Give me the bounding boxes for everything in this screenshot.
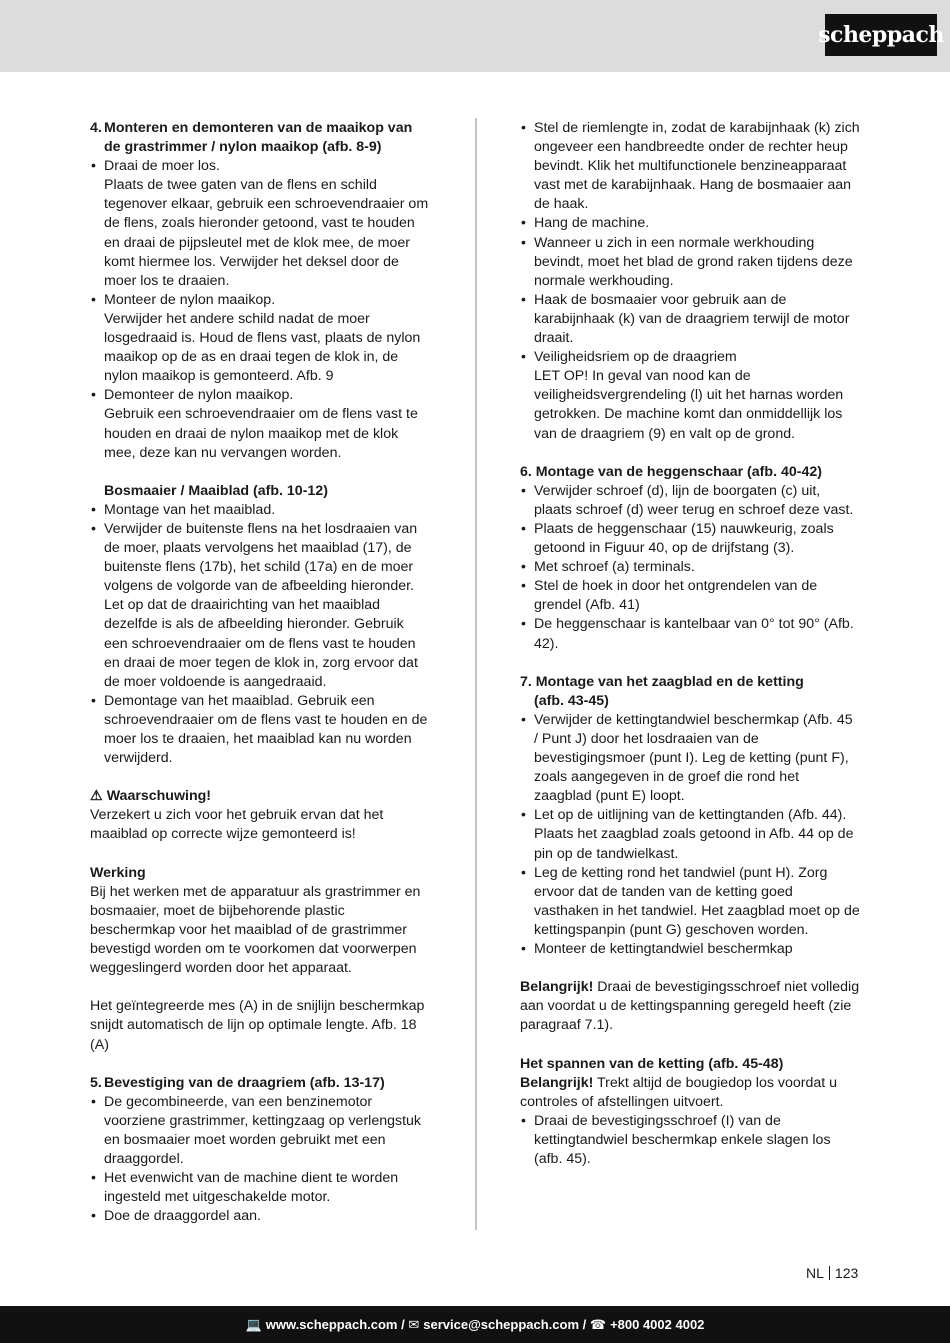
werking-heading: Werking	[90, 864, 146, 881]
website-link[interactable]: www.scheppach.com	[265, 1317, 398, 1332]
section-5-list-continued	[520, 119, 860, 444]
section-4-heading-line2: de grastrimmer / nylon maaikop (afb. 8-9)	[104, 139, 382, 156]
bosmaaier-heading: Bosmaaier / Maaiblad (afb. 10-12)	[104, 482, 328, 499]
language-code: NL	[806, 1265, 824, 1281]
section-4-heading: 4. Monteren en demonteren van de maaikop van	[90, 120, 413, 136]
list-item: • Haak de bosmaaier voor gebruik aan de karabijnhaak (k) van de draagriem terwijl de motor draait.	[520, 291, 860, 348]
list-item: • Verwijder schroef (d), lijn de boorgaten (c) uit, plaats schroef (d) weer terug en schroef deze vast.	[520, 482, 860, 520]
section-7-heading-line2: (afb. 43-45)	[534, 692, 609, 709]
phone-number[interactable]: +800 4002 4002	[610, 1317, 705, 1332]
list-item: • Monteer de kettingtandwiel beschermkap	[520, 940, 860, 959]
warning-icon: ⚠	[90, 788, 103, 805]
list-item: • Let op de uitlijning van de kettingtanden (Afb. 44). Plaats het zaagblad zoals getoond in Afb. 44 op de pin op de tandwielkast.	[520, 806, 860, 863]
werking-text: Bij het werken met de apparatuur als grastrimmer en bosmaaier, moet de bijbehorende plastic beschermkap voor het maaiblad of de grastrimmer bevestigd worden om te voorkomen dat voorwerpen weggeslingerd worden door het apparaat.	[90, 883, 421, 977]
kettingspanning-heading: Het spannen van de ketting (afb. 45-48)	[520, 1055, 784, 1072]
section-5-list	[90, 1093, 430, 1227]
warning-heading: ⚠ Waarschuwing!	[90, 788, 212, 805]
section-5-heading: 5. Bevestiging van de draagriem (afb. 13-17)	[90, 1074, 385, 1091]
footer-bar: 💻 www.scheppach.com / ✉ service@scheppach.com / ☎ +800 4002 4002	[0, 1306, 950, 1343]
list-item: • Veiligheidsriem op de draagriem LET OP! In geval van nood kan de veiligheidsvergrendeling (l) uit het harnas worden getrokken. De machine komt dan onmiddellijk los van de draagriem (9) en valt op de grond.	[520, 348, 860, 443]
bosmaaier-list	[90, 501, 430, 768]
list-item: • Doe de draaggordel aan.	[90, 1207, 430, 1226]
list-item: • Leg de ketting rond het tandwiel (punt H). Zorg ervoor dat de tanden van de ketting goed vasthaken in het tandwiel. Het zaagblad moet op de kettingspanpin (punt G) geschoven worden.	[520, 864, 860, 940]
section-7-list	[520, 711, 860, 959]
page-number-value: 123	[834, 1265, 859, 1281]
list-item: • Demontage van het maaiblad. Gebruik een schroevendraaier om de flens vast te houden en de moer los te draaien, het maaiblad kan nu worden verwijderd.	[90, 692, 430, 768]
section-4-list	[90, 157, 430, 463]
scheppach-logo: scheppach	[825, 14, 937, 56]
phone-icon: ☎	[589, 1316, 607, 1332]
list-item: • Stel de hoek in door het ontgrendelen van de grendel (Afb. 41)	[520, 577, 860, 615]
belangrijk-note-2: Belangrijk! Trekt altijd de bougiedop los voordat u controles of afstellingen uitvoert.	[520, 1074, 838, 1110]
kettingspanning-list	[520, 1112, 860, 1169]
warning-text: Verzekert u zich voor het gebruik ervan dat het maaiblad op correcte wijze gemonteerd is!	[90, 807, 384, 843]
section-6-list	[520, 482, 860, 654]
list-item: • Stel de riemlengte in, zodat de karabijnhaak (k) zich ongeveer een handbreedte onder de rechter heup bevindt. Klik het multifunctionele benzineapparaat vast met de karabijnhaak. Hang de bosmaaier aan de haak.	[520, 119, 860, 214]
list-item: • De gecombineerde, van een benzinemotor voorziene grastrimmer, kettingzaag op verlengstuk en bosmaaier moet worden gebruikt met een draaggordel.	[90, 1093, 430, 1169]
section-7-heading: 7. Montage van het zaagblad en de ketting	[520, 673, 804, 690]
list-item: • Het evenwicht van de machine dient te worden ingesteld met uitgeschakelde motor.	[90, 1169, 430, 1207]
belangrijk-note: Belangrijk! Draai de bevestigingsschroef niet volledig aan voordat u de kettingspanning geregeld heeft (zie paragraaf 7.1).	[520, 979, 860, 1034]
list-item: • Met schroef (a) terminals.	[520, 558, 860, 577]
list-item: • Monteer de nylon maaikop. Verwijder het andere schild nadat de moer losgedraaid is. Houd de flens vast, plaats de nylon maaikop op de as en draai tegen de klok in, de nylon maaikop is gemonteerd. Afb. 9	[90, 291, 430, 386]
mes-text: Het geïntegreerde mes (A) in de snijlijn beschermkap snijdt automatisch de lijn op optimale lengte. Afb. 18 (A)	[90, 998, 425, 1053]
list-item: • Wanneer u zich in een normale werkhouding bevindt, moet het blad de grond raken tijdens deze normale werkhouding.	[520, 234, 860, 291]
list-item: • Draai de moer los. Plaats de twee gaten van de flens en schild tegenover elkaar, gebruik een schroevendraaier om de flens, zoals hieronder getoond, vast te houden en draai de pijpsleutel met de klok mee, de moer komt hiermee los. Verwijder het deksel door de moer los te draaien.	[90, 157, 430, 291]
page-number-separator	[829, 1266, 830, 1280]
header-bar	[0, 0, 950, 72]
email-link[interactable]: service@scheppach.com	[423, 1317, 580, 1332]
computer-icon: 💻	[245, 1316, 262, 1332]
page-number	[806, 1265, 858, 1281]
list-item: • Montage van het maaiblad.	[90, 501, 430, 520]
list-item: • Plaats de heggenschaar (15) nauwkeurig, zoals getoond in Figuur 40, op de drijfstang (3).	[520, 520, 860, 558]
column-divider	[475, 118, 477, 1230]
list-item: • Hang de machine.	[520, 214, 860, 233]
list-item: • Demonteer de nylon maaikop. Gebruik een schroevendraaier om de flens vast te houden en draai de nylon maaikop met de klok mee, deze kan nu vervangen worden.	[90, 386, 430, 462]
section-6-heading: 6. Montage van de heggenschaar (afb. 40-42)	[520, 463, 822, 480]
list-item: • Verwijder de kettingtandwiel beschermkap (Afb. 45 / Punt J) door het losdraaien van de bevestigingsmoer (punt I). Leg de ketting (punt F), zoals aangegeven in de groef die rond het zaagblad (punt E) loopt.	[520, 711, 860, 806]
mail-icon: ✉	[408, 1316, 420, 1332]
left-column	[90, 119, 430, 1226]
right-column	[520, 119, 860, 1169]
list-item: • Verwijder de buitenste flens na het losdraaien van de moer, plaats vervolgens het maaiblad (17), de buitenste flens (17b), het schild (17a) en de moer volgens de volgorde van de afbeelding hieronder. Let op dat de draairichting van het maaiblad dezelfde is als de afbeelding hieronder. Gebruik een schroevendraaier om de flens vast te houden en draai de moer tegen de klok in, zorg ervoor dat de moer voldoende is aangedraaid.	[90, 520, 430, 692]
list-item: • De heggenschaar is kantelbaar van 0° tot 90° (Afb. 42).	[520, 615, 860, 653]
list-item: • Draai de bevestigingsschroef (I) van de kettingtandwiel beschermkap enkele slagen los (afb. 45).	[520, 1112, 860, 1169]
